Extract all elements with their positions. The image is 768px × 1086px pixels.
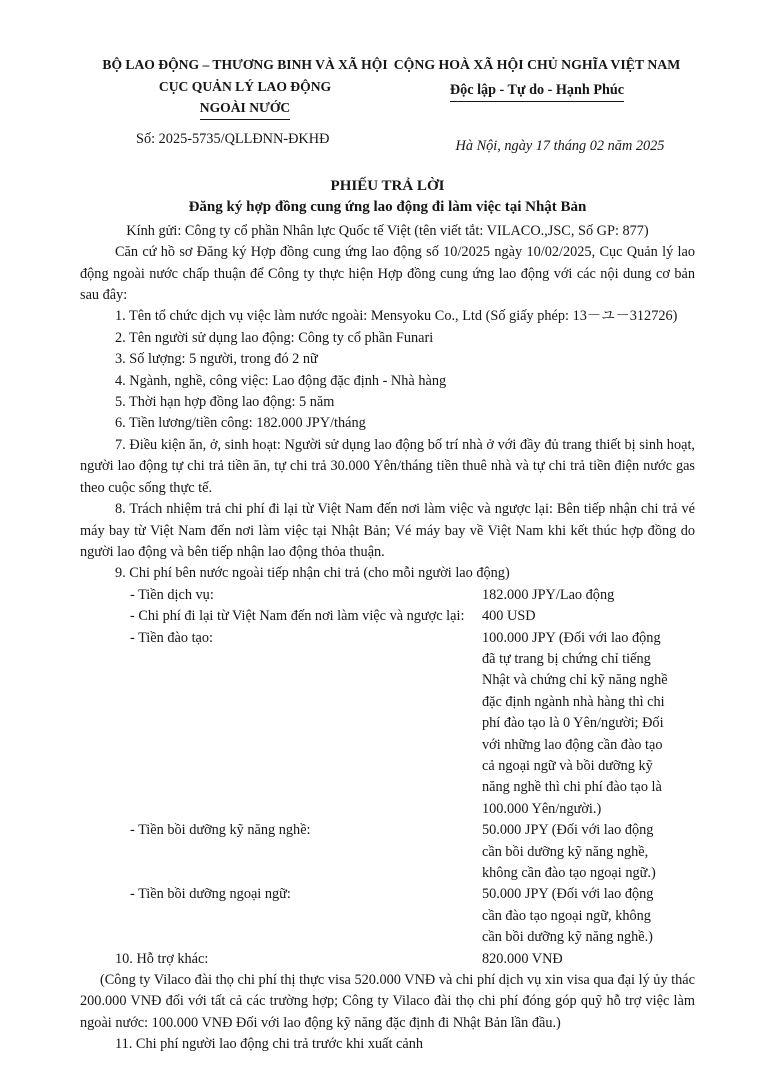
contract-item-3: 3. Số lượng: 5 người, trong đó 2 nữ [115, 351, 318, 368]
department-name-line2: NGOÀI NƯỚC [74, 97, 416, 120]
section10-label: 10. Hỗ trợ khác: [115, 950, 209, 967]
fee-label: - Tiền đào tạo: [130, 629, 214, 646]
department-name-line1: CỤC QUẢN LÝ LAO ĐỘNG [158, 78, 332, 94]
independence-motto: Độc lập - Tự do - Hạnh Phúc [377, 79, 697, 102]
salutation-line: Kính gửi: Công ty cổ phần Nhân lực Quốc tế Việt (tên viết tắt: VILACO.,JSC, Số GP: 877) [126, 222, 649, 239]
contract-item-7: 7. Điều kiện ăn, ở, sinh hoạt: Người sử dụng lao động bố trí nhà ở với đầy đủ trang thiết bị sinh hoạt, người lao động tự chi trả tiền ăn, tự chi trả 30.000 Yên/tháng tiền thuê nhà và tự chi trả tiền điện nước gas theo cuộc sống thực tế. [80, 436, 695, 496]
fee-row-service [80, 585, 695, 606]
fee-value: 400 USD [482, 608, 536, 625]
ministry-name: BỘ LAO ĐỘNG – THƯƠNG BINH VÀ XÃ HỘI [102, 57, 388, 72]
contract-item-1: 1. Tên tổ chức dịch vụ việc làm nước ngoài: Mensyoku Co., Ltd (Số giấy phép: 13－ユ－312726) [115, 308, 678, 325]
contract-item-5: 5. Thời hạn hợp đồng lao động: 5 năm [115, 394, 335, 411]
place-date: Hà Nội, ngày 17 tháng 02 năm 2025 [455, 138, 665, 154]
fee-label: - Chi phí đi lại từ Việt Nam đến nơi làm việc và ngược lại: [130, 608, 465, 625]
section10-value: 820.000 VNĐ [482, 950, 563, 967]
section11-heading: 11. Chi phí người lao động chi trả trước khi xuất cảnh [115, 1036, 424, 1053]
contract-item-2: 2. Tên người sử dụng lao động: Công ty cổ phần Funari [115, 329, 434, 346]
fee-value: 50.000 JPY (Đối với lao động cần bồi dưỡng kỹ năng nghề, không cần đào tạo ngoại ngữ.) [482, 822, 656, 881]
contract-item-6: 6. Tiền lương/tiền công: 182.000 JPY/tháng [115, 415, 366, 432]
fee-label: - Tiền dịch vụ: [130, 586, 214, 603]
national-title: CỘNG HOÀ XÃ HỘI CHỦ NGHĨA VIỆT NAM [393, 57, 681, 72]
contract-item-4: 4. Ngành, nghề, công việc: Lao động đặc định - Nhà hàng [115, 372, 447, 389]
national-block [377, 54, 697, 157]
fee-value: 50.000 JPY (Đối với lao động cần đào tạo ngoại ngữ, không cần bồi dưỡng kỹ năng nghề.) [482, 886, 654, 946]
page-title: PHIẾU TRẢ LỜI [330, 178, 445, 194]
contract-item-8: 8. Trách nhiệm trả chi phí đi lại từ Việt Nam đến nơi làm việc và ngược lại: Bên tiếp nhận chi trả vé máy bay từ Việt Nam đến nơi làm việc tại Nhật Bản; Vé máy bay về Việt Nam khi kết thúc hợp đồng do người lao động và bên tiếp nhận lao động thỏa thuận. [80, 501, 695, 560]
document-header [80, 54, 695, 172]
fee-row-skill-upgrade [80, 820, 695, 884]
fee-label: - Tiền bồi dưỡng ngoại ngữ: [130, 886, 291, 903]
section9-heading: 9. Chi phí bên nước ngoài tiếp nhận chi trả (cho mỗi người lao động) [115, 565, 510, 582]
document-number: Số: 2025-5735/QLLĐNN-ĐKHĐ [136, 130, 330, 147]
fee-row-language [80, 884, 695, 948]
section10-note: (Công ty Vilaco đài thọ chi phí thị thực visa 520.000 VNĐ và chi phí dịch vụ xin visa qua đại lý ủy thác 200.000 VNĐ đối với tất cả các trường hợp; Công ty Vilaco đài thọ chi phí đóng góp quỹ hỗ trợ việc làm ngoài nước: 100.000 VNĐ Đối với lao động kỹ năng đặc định đi Nhật Bản lần đầu.) [80, 972, 695, 1031]
fee-label: - Tiền bồi dưỡng kỹ năng nghề: [130, 822, 311, 839]
issuer-block [74, 54, 416, 150]
fee-value: 100.000 JPY (Đối với lao động đã tự trang bị chứng chỉ tiếng Nhật và chứng chỉ kỹ năng nghề đặc định ngành nhà hàng thì chi phí đào tạo là 0 Yên/người; Đối với những lao động cần đào tạo cả ngoại ngữ và bồi dưỡng kỹ năng nghề thì chi phí đào tạo là 100.000 Yên/người.) [482, 629, 668, 817]
fee-row-training [80, 628, 695, 821]
fee-row-travel [80, 606, 695, 627]
fee-value: 182.000 JPY/Lao động [482, 586, 615, 603]
page-subtitle: Đăng ký hợp đồng cung ứng lao động đi làm việc tại Nhật Bản [188, 199, 587, 216]
section10-row [80, 949, 695, 970]
intro-paragraph: Căn cứ hồ sơ Đăng ký Hợp đồng cung ứng lao động số 10/2025 ngày 10/02/2025, Cục Quản lý lao động ngoài nước chấp thuận để Công ty thực hiện Hợp đồng cung ứng lao động với các nội dung cơ bản sau đây: [80, 244, 695, 304]
document-body [80, 176, 695, 1056]
